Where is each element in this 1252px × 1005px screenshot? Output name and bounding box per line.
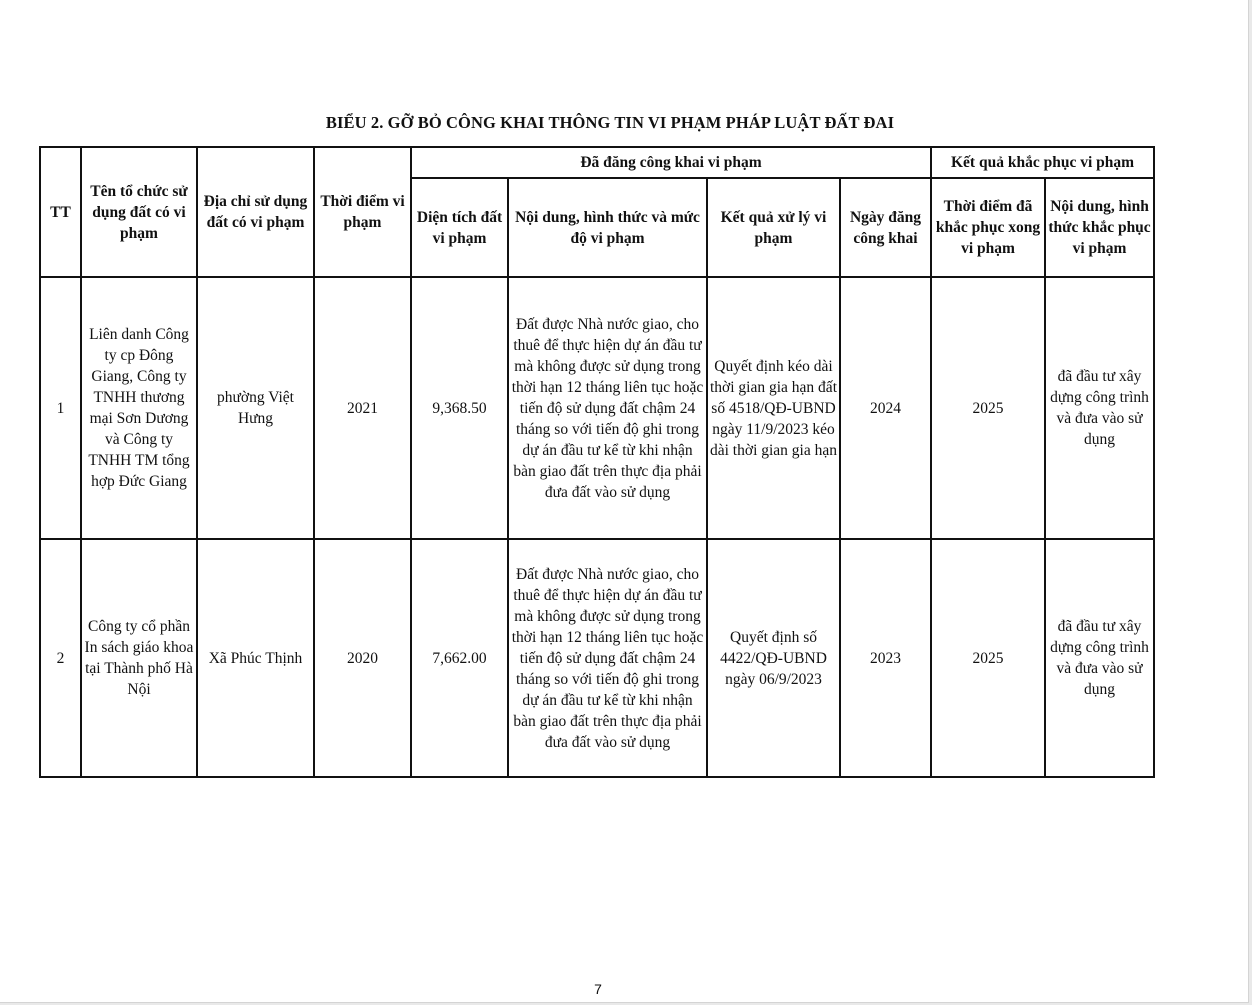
cell-violation-time: 2021 — [314, 277, 411, 539]
cell-org-name: Liên danh Công ty cp Đông Giang, Công ty TNHH thương mại Sơn Dương và Công ty TNHH TM tổng hợp Đức Giang — [81, 277, 197, 539]
document-title: BIỂU 2. GỠ BỎ CÔNG KHAI THÔNG TIN VI PHẠM PHÁP LUẬT ĐẤT ĐAI — [325, 113, 895, 132]
cell-content: Đất được Nhà nước giao, cho thuê để thực hiện dự án đầu tư mà không được sử dụng trong thời hạn 12 tháng liên tục hoặc tiến độ sử dụng đất chậm 24 tháng so với tiến độ ghi trong dự án đầu tư kể từ khi nhận bàn giao đất trên thực địa phải đưa đất vào sử dụng — [508, 539, 707, 777]
header-org-name: Tên tổ chức sử dụng đất có vi phạm — [81, 147, 197, 277]
cell-tt: 2 — [40, 539, 81, 777]
cell-area: 7,662.00 — [411, 539, 508, 777]
header-handling-result: Kết quả xử lý vi phạm — [707, 178, 840, 277]
cell-address: phường Việt Hưng — [197, 277, 314, 539]
header-publish-date: Ngày đăng công khai — [840, 178, 931, 277]
cell-fix-content: đã đầu tư xây dựng công trình và đưa vào sử dụng — [1045, 539, 1154, 777]
cell-violation-time: 2020 — [314, 539, 411, 777]
header-group-result: Kết quả khắc phục vi phạm — [931, 147, 1154, 178]
cell-org-name: Công ty cổ phần In sách giáo khoa tại Thành phố Hà Nội — [81, 539, 197, 777]
header-tt: TT — [40, 147, 81, 277]
header-group-published: Đã đăng công khai vi phạm — [411, 147, 931, 178]
cell-tt: 1 — [40, 277, 81, 539]
cell-fix-time: 2025 — [931, 277, 1045, 539]
cell-fix-content: đã đầu tư xây dựng công trình và đưa vào sử dụng — [1045, 277, 1154, 539]
header-fix-time: Thời điểm đã khắc phục xong vi phạm — [931, 178, 1045, 277]
cell-handling-result: Quyết định kéo dài thời gian gia hạn đất số 4518/QĐ-UBND ngày 11/9/2023 kéo dài thời gian gia hạn — [707, 277, 840, 539]
cell-content: Đất được Nhà nước giao, cho thuê để thực hiện dự án đầu tư mà không được sử dụng trong thời hạn 12 tháng liên tục hoặc tiến độ sử dụng đất chậm 24 tháng so với tiến độ ghi trong dự án đầu tư kể từ khi nhận bàn giao đất trên thực địa phải đưa đất vào sử dụng — [508, 277, 707, 539]
header-area: Diện tích đất vi phạm — [411, 178, 508, 277]
cell-publish-date: 2023 — [840, 539, 931, 777]
violations-table — [39, 146, 1155, 778]
cell-fix-time: 2025 — [931, 539, 1045, 777]
cell-area: 9,368.50 — [411, 277, 508, 539]
cell-publish-date: 2024 — [840, 277, 931, 539]
page-number: 7 — [594, 981, 602, 997]
header-violation-time: Thời điểm vi phạm — [314, 147, 411, 277]
table-row — [40, 277, 1154, 539]
header-content: Nội dung, hình thức và mức độ vi phạm — [508, 178, 707, 277]
header-row-groups — [40, 147, 1154, 178]
header-fix-content: Nội dung, hình thức khắc phục vi phạm — [1045, 178, 1154, 277]
cell-handling-result: Quyết định số 4422/QĐ-UBND ngày 06/9/2023 — [707, 539, 840, 777]
cell-address: Xã Phúc Thịnh — [197, 539, 314, 777]
header-address: Địa chỉ sử dụng đất có vi phạm — [197, 147, 314, 277]
table-row — [40, 539, 1154, 777]
